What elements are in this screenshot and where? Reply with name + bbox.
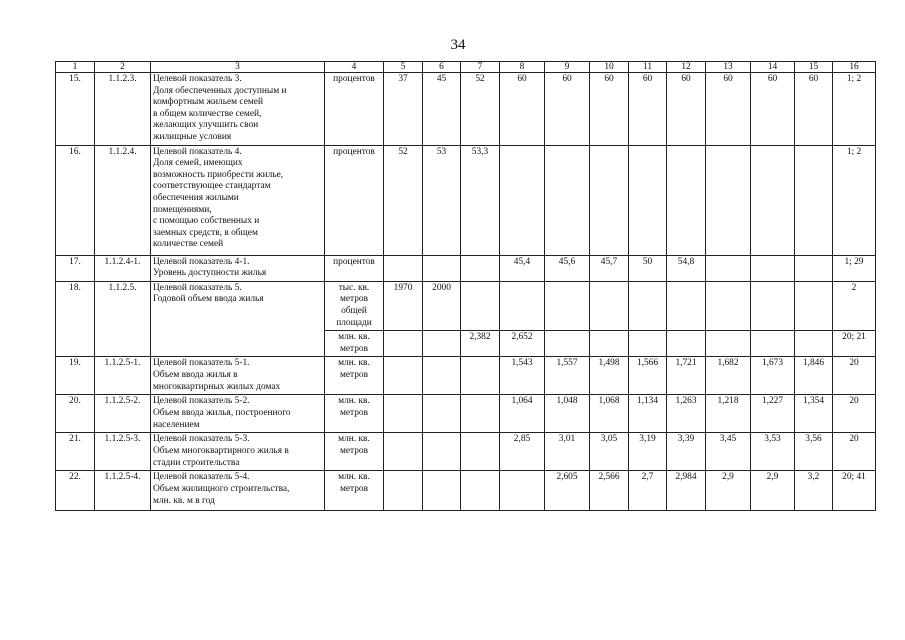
value-cell: 1,134	[629, 395, 667, 433]
value-cell: 37	[384, 73, 423, 146]
value-cell: 53,3	[461, 145, 500, 255]
value-cell	[590, 331, 629, 357]
indicator-code: 1.1.2.5-1.	[95, 357, 151, 395]
indicator-name	[151, 357, 325, 395]
indicator-name-line: Объем ввода жилья в	[153, 369, 238, 380]
indicator-name-line: помещениями,	[153, 204, 212, 215]
row-number: 18.	[56, 281, 95, 357]
value-cell: 60	[795, 73, 833, 146]
table-row	[56, 73, 876, 146]
value-cell: 53	[423, 145, 461, 255]
source-cell: 20	[833, 395, 876, 433]
indicator-name-line: Объем ввода жилья, построенного	[153, 407, 291, 418]
indicator-name-line: жилищные условия	[153, 131, 232, 142]
unit-cell-line: общей	[341, 305, 367, 316]
indicator-name-line: Целевой показатель 4-1.	[153, 256, 250, 267]
unit-cell-line: площади	[336, 317, 372, 328]
indicator-name-line: Целевой показатель 3.	[153, 74, 242, 84]
row-number: 19.	[56, 357, 95, 395]
unit-cell-line: метров	[339, 407, 369, 418]
value-cell	[423, 331, 461, 357]
indicator-name-line: с помощью собственных и	[153, 216, 260, 227]
indicator-code: 1.1.2.4-1.	[95, 255, 151, 281]
value-cell: 1,048	[545, 395, 590, 433]
indicator-code: 1.1.2.3.	[95, 73, 151, 146]
indicator-name	[151, 471, 325, 511]
value-cell: 1,846	[795, 357, 833, 395]
table-row	[56, 471, 876, 511]
indicator-code: 1.1.2.4.	[95, 145, 151, 255]
indicator-name-line: Целевой показатель 5-1.	[153, 358, 250, 369]
indicator-name-line: желающих улучшить свои	[153, 120, 259, 131]
column-number: 16	[833, 62, 876, 73]
value-cell: 50	[629, 255, 667, 281]
value-cell	[423, 395, 461, 433]
value-cell: 2,9	[751, 471, 795, 511]
unit-cell-line: млн. кв.	[338, 472, 370, 483]
indicator-code: 1.1.2.5.	[95, 281, 151, 357]
unit-cell-line: метров	[339, 445, 369, 456]
source-cell: 1; 29	[833, 255, 876, 281]
value-cell	[461, 255, 500, 281]
value-cell	[545, 145, 590, 255]
column-number: 9	[545, 62, 590, 73]
unit-cell-line: млн. кв.	[338, 396, 370, 407]
value-cell	[461, 433, 500, 471]
column-number: 1	[56, 62, 95, 73]
unit-cell-line: метров	[339, 369, 369, 380]
indicator-name-line: многоквартирных жилых домах	[153, 381, 281, 392]
value-cell: 45	[423, 73, 461, 146]
source-cell: 20	[833, 433, 876, 471]
value-cell	[423, 255, 461, 281]
column-number: 8	[500, 62, 545, 73]
unit-cell-line: млн. кв.	[338, 358, 370, 369]
value-cell	[384, 433, 423, 471]
row-number: 22.	[56, 471, 95, 511]
value-cell	[461, 357, 500, 395]
indicator-code: 1.1.2.5-2.	[95, 395, 151, 433]
indicator-code: 1.1.2.5-4.	[95, 471, 151, 511]
unit-cell-line: процентов	[333, 256, 375, 267]
value-cell	[423, 357, 461, 395]
value-cell: 2,566	[590, 471, 629, 511]
value-cell: 60	[545, 73, 590, 146]
unit-cell	[325, 331, 384, 357]
indicator-name-line: Целевой показатель 5-3.	[153, 434, 250, 445]
column-number: 12	[667, 62, 706, 73]
value-cell: 1,721	[667, 357, 706, 395]
unit-cell	[325, 255, 384, 281]
row-number: 20.	[56, 395, 95, 433]
column-number: 7	[461, 62, 500, 73]
page-number: 34	[450, 37, 466, 53]
unit-cell	[325, 281, 384, 330]
value-cell	[500, 281, 545, 330]
indicator-name	[151, 73, 325, 146]
row-number: 17.	[56, 255, 95, 281]
table-row	[56, 357, 876, 395]
value-cell: 3,01	[545, 433, 590, 471]
value-cell	[706, 281, 751, 330]
value-cell	[384, 255, 423, 281]
indicator-name-line: населением	[153, 419, 200, 430]
value-cell: 1,673	[751, 357, 795, 395]
value-cell: 54,8	[667, 255, 706, 281]
value-cell: 2,984	[667, 471, 706, 511]
value-cell: 1,557	[545, 357, 590, 395]
table-row	[56, 145, 876, 255]
value-cell	[795, 255, 833, 281]
value-cell	[706, 331, 751, 357]
indicator-name-line: Объем жилищного строительства,	[153, 483, 290, 494]
unit-cell-line: млн. кв.	[338, 332, 370, 343]
value-cell: 45,4	[500, 255, 545, 281]
source-cell: 20; 41	[833, 471, 876, 511]
value-cell	[751, 331, 795, 357]
indicator-name-line: соответствующее стандартам	[153, 181, 271, 192]
value-cell: 1,498	[590, 357, 629, 395]
column-number: 14	[751, 62, 795, 73]
value-cell	[667, 281, 706, 330]
indicator-name-line: Доля обеспеченных доступным и	[153, 85, 287, 96]
source-cell: 2	[833, 281, 876, 330]
value-cell: 1970	[384, 281, 423, 330]
value-cell: 3,45	[706, 433, 751, 471]
indicator-name-line: комфортным жильем семей	[153, 97, 263, 108]
unit-cell	[325, 357, 384, 395]
value-cell	[384, 331, 423, 357]
indicator-name-line: количестве семей	[153, 239, 224, 250]
indicator-name-line: Целевой показатель 5.	[153, 282, 242, 293]
source-cell: 1; 2	[833, 73, 876, 146]
source-cell: 20	[833, 357, 876, 395]
column-number: 4	[325, 62, 384, 73]
indicator-name	[151, 145, 325, 255]
value-cell: 3,05	[590, 433, 629, 471]
value-cell: 1,263	[667, 395, 706, 433]
value-cell: 1,068	[590, 395, 629, 433]
indicator-name-line: Целевой показатель 5-4.	[153, 472, 250, 483]
indicator-name-line: в общем количестве семей,	[153, 108, 262, 119]
value-cell: 60	[500, 73, 545, 146]
value-cell	[545, 331, 590, 357]
value-cell	[384, 357, 423, 395]
indicators-table	[55, 61, 876, 511]
value-cell	[795, 281, 833, 330]
column-number: 3	[151, 62, 325, 73]
value-cell	[384, 395, 423, 433]
value-cell: 1,227	[751, 395, 795, 433]
value-cell	[423, 433, 461, 471]
value-cell: 60	[667, 73, 706, 146]
value-cell: 3,39	[667, 433, 706, 471]
value-cell: 1,064	[500, 395, 545, 433]
value-cell	[590, 145, 629, 255]
column-number: 13	[706, 62, 751, 73]
indicator-name-line: стадии строительства	[153, 457, 240, 468]
column-number: 10	[590, 62, 629, 73]
indicator-name-line: обеспечения жилыми	[153, 192, 239, 203]
source-cell: 1; 2	[833, 145, 876, 255]
indicator-name-line: заемных средств, в общем	[153, 227, 258, 238]
table-row	[56, 395, 876, 433]
value-cell	[751, 255, 795, 281]
unit-cell-line: млн. кв.	[338, 434, 370, 445]
indicator-name	[151, 255, 325, 281]
row-number: 15.	[56, 73, 95, 146]
row-number: 21.	[56, 433, 95, 471]
value-cell	[706, 255, 751, 281]
unit-cell	[325, 73, 384, 146]
value-cell	[667, 331, 706, 357]
value-cell: 60	[629, 73, 667, 146]
value-cell: 45,6	[545, 255, 590, 281]
value-cell: 3,19	[629, 433, 667, 471]
indicator-name	[151, 281, 325, 357]
column-number: 15	[795, 62, 833, 73]
value-cell: 1,566	[629, 357, 667, 395]
row-number: 16.	[56, 145, 95, 255]
value-cell: 2,382	[461, 331, 500, 357]
value-cell	[461, 471, 500, 511]
value-cell: 3,56	[795, 433, 833, 471]
value-cell: 60	[590, 73, 629, 146]
unit-cell	[325, 395, 384, 433]
value-cell: 1,543	[500, 357, 545, 395]
value-cell	[667, 145, 706, 255]
value-cell	[751, 145, 795, 255]
column-number: 2	[95, 62, 151, 73]
value-cell: 2,85	[500, 433, 545, 471]
unit-cell-line: тыс. кв.	[338, 282, 370, 293]
unit-cell	[325, 471, 384, 511]
value-cell: 52	[461, 73, 500, 146]
table-row	[56, 281, 876, 330]
indicator-name-line: Объем многоквартирного жилья в	[153, 445, 289, 456]
column-number: 5	[384, 62, 423, 73]
unit-cell-line: процентов	[333, 146, 375, 157]
value-cell: 1,682	[706, 357, 751, 395]
value-cell	[629, 331, 667, 357]
indicator-name	[151, 395, 325, 433]
indicator-name-line: Годовой объем ввода жилья	[153, 294, 264, 305]
unit-cell-line: метров	[339, 343, 369, 354]
value-cell	[751, 281, 795, 330]
source-cell: 20; 21	[833, 331, 876, 357]
column-number: 6	[423, 62, 461, 73]
unit-cell-line: процентов	[333, 74, 375, 84]
unit-cell-line: метров	[339, 294, 369, 305]
value-cell: 1,218	[706, 395, 751, 433]
value-cell	[795, 145, 833, 255]
value-cell: 2,9	[706, 471, 751, 511]
table-row	[56, 255, 876, 281]
indicator-name-line: Целевой показатель 4.	[153, 146, 242, 157]
value-cell	[384, 471, 423, 511]
value-cell	[461, 395, 500, 433]
value-cell: 60	[706, 73, 751, 146]
value-cell: 3,53	[751, 433, 795, 471]
value-cell: 3,2	[795, 471, 833, 511]
unit-cell	[325, 433, 384, 471]
unit-cell-line: метров	[339, 483, 369, 494]
value-cell: 2,7	[629, 471, 667, 511]
value-cell: 1,354	[795, 395, 833, 433]
indicator-name	[151, 433, 325, 471]
column-number: 11	[629, 62, 667, 73]
value-cell	[706, 145, 751, 255]
value-cell	[500, 145, 545, 255]
indicator-code: 1.1.2.5-3.	[95, 433, 151, 471]
indicator-name-line: Доля семей, имеющих	[153, 158, 243, 169]
value-cell	[629, 145, 667, 255]
value-cell	[461, 281, 500, 330]
value-cell: 52	[384, 145, 423, 255]
unit-cell	[325, 145, 384, 255]
value-cell	[545, 281, 590, 330]
indicator-name-line: млн. кв. м в год	[153, 495, 215, 506]
value-cell	[795, 331, 833, 357]
value-cell	[500, 471, 545, 511]
indicator-name-line: возможность приобрести жилье,	[153, 169, 284, 180]
indicator-name-line: Целевой показатель 5-2.	[153, 396, 250, 407]
value-cell: 2,605	[545, 471, 590, 511]
header-row	[56, 62, 876, 73]
value-cell: 2,652	[500, 331, 545, 357]
value-cell	[590, 281, 629, 330]
value-cell: 2000	[423, 281, 461, 330]
value-cell	[629, 281, 667, 330]
value-cell: 45,7	[590, 255, 629, 281]
indicator-name-line: Уровень доступности жилья	[153, 268, 267, 279]
value-cell	[423, 471, 461, 511]
table-row	[56, 433, 876, 471]
value-cell: 60	[751, 73, 795, 146]
